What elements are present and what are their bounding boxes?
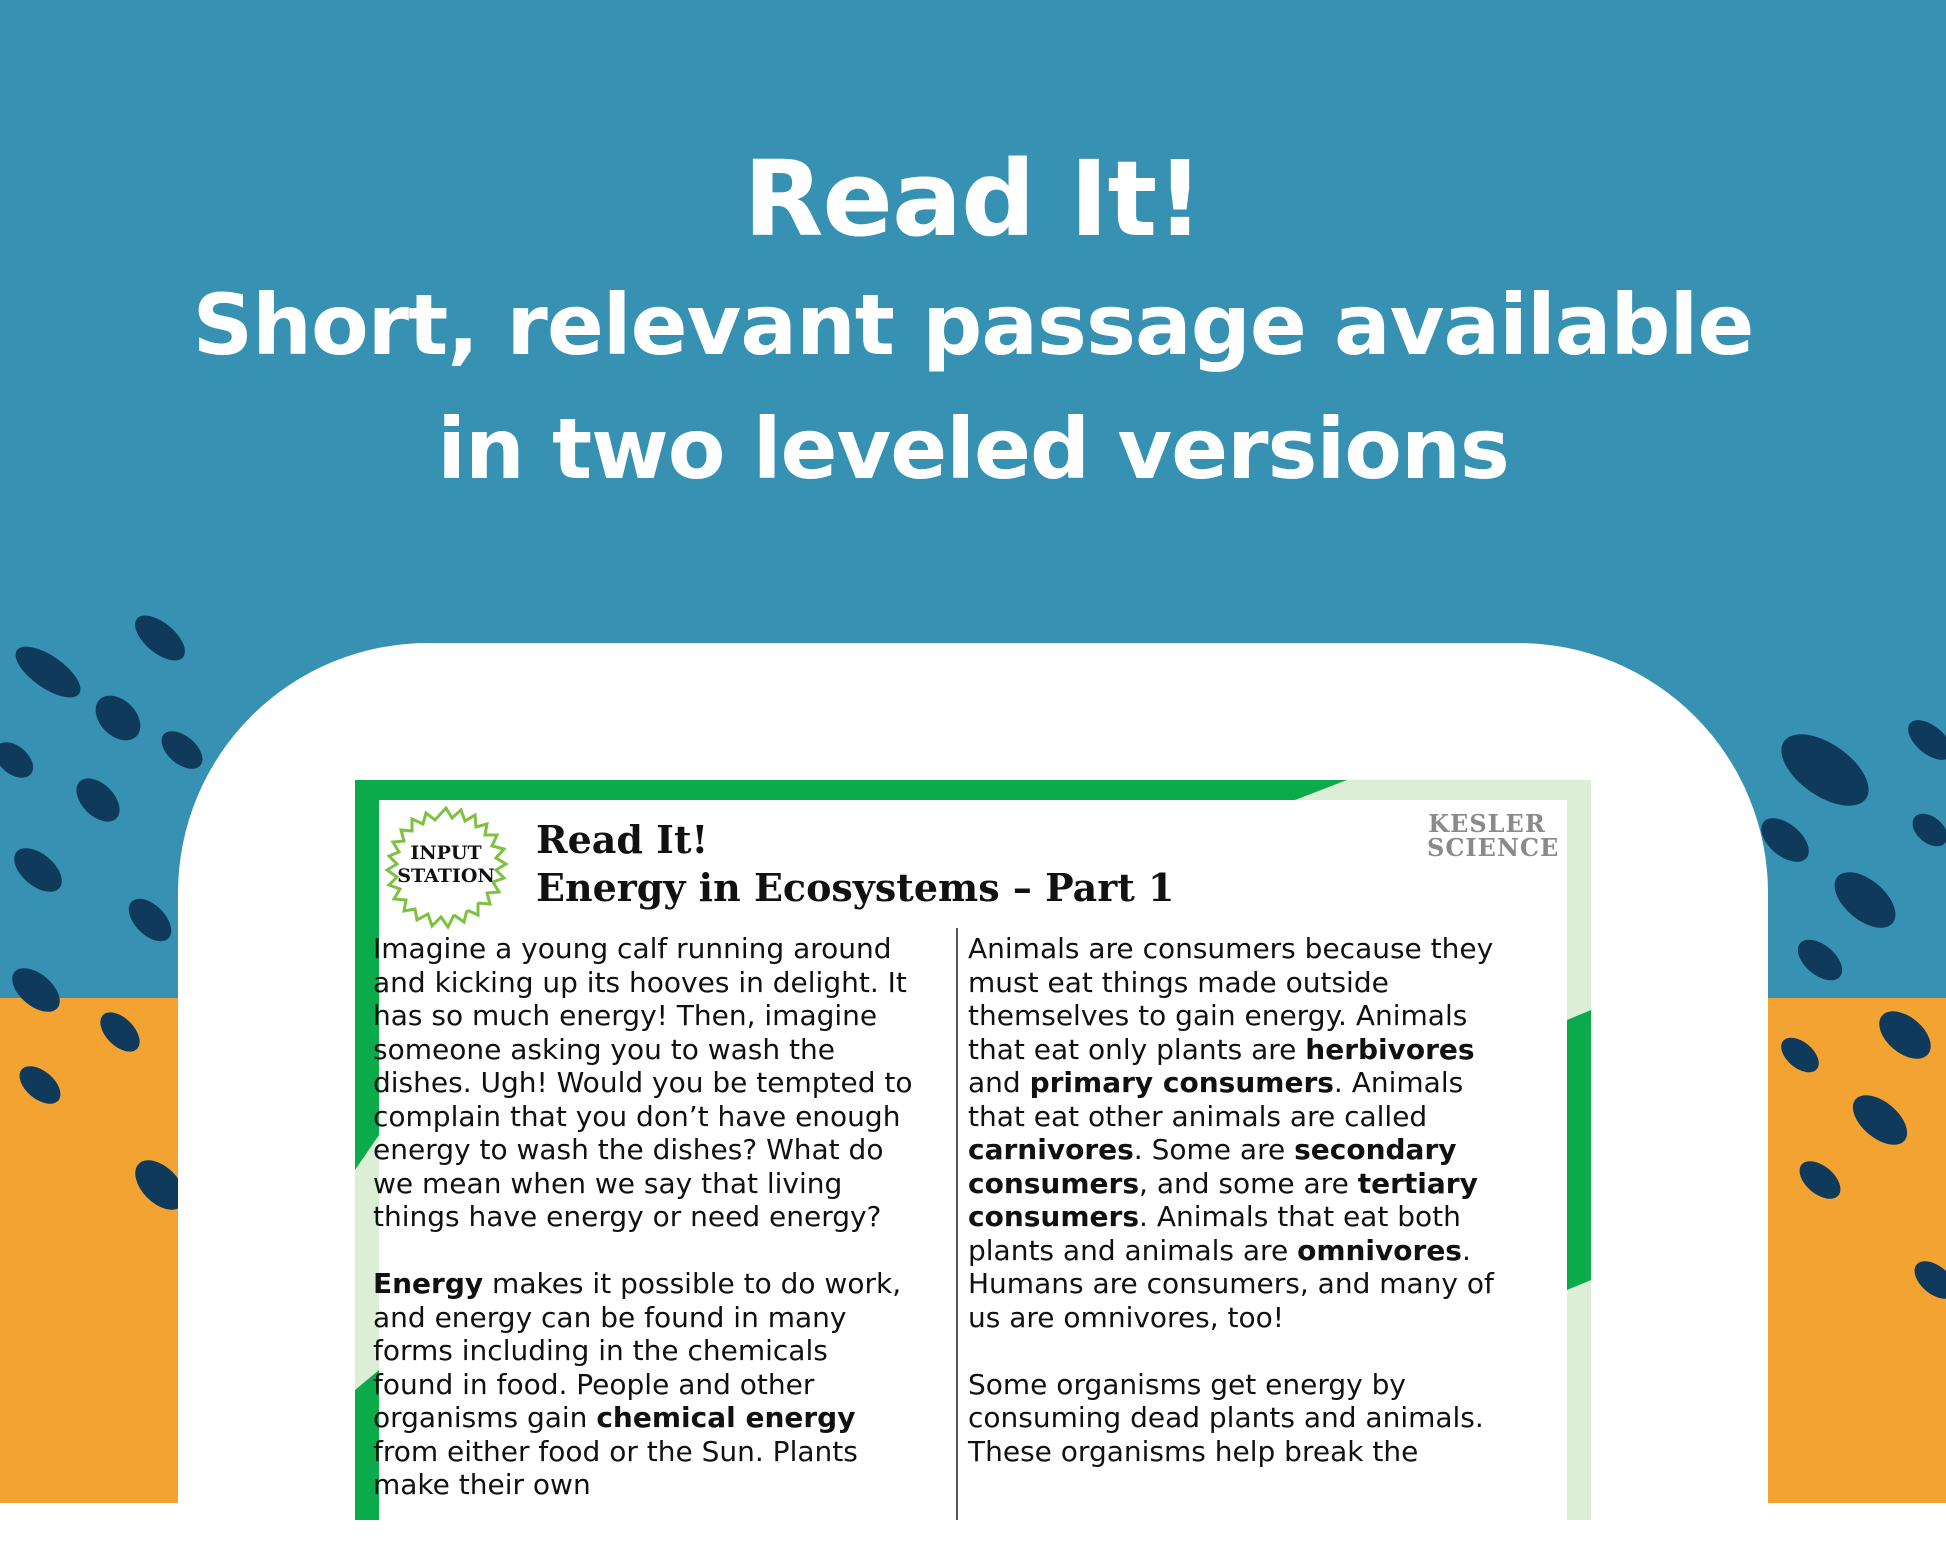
key-term: Energy [373, 1267, 484, 1300]
input-station-badge [383, 806, 509, 932]
key-term: secondary consumers [968, 1133, 1457, 1200]
key-term: primary consumers [1029, 1066, 1334, 1099]
paragraph: Energy makes it possible to do work, and energy can be found in many forms including in the chemicals found in food. People and other organisms gain chemical energy from either food or the Sun. Plants make their own [373, 1267, 902, 1501]
key-term: carnivores [968, 1133, 1134, 1166]
badge-line2: STATION [397, 865, 495, 887]
column-divider [956, 928, 958, 1520]
badge-text [383, 842, 509, 888]
worksheet-title-line2: Energy in Ecosystems – Part 1 [536, 865, 1175, 910]
paragraph: Some organisms get energy by consuming dead plants and animals. These organisms help break the [968, 1367, 1484, 1468]
key-term: chemical energy [596, 1401, 856, 1434]
worksheet-preview [355, 780, 1591, 1520]
headline-subtitle-line1: Short, relevant passage available [192, 276, 1754, 374]
headline-title: Read It! [743, 138, 1203, 260]
worksheet-title-line1: Read It! [536, 817, 709, 862]
headline-subtitle-line2: in two leveled versions [437, 400, 1509, 498]
paragraph: Animals are consumers because they must eat things made outside themselves to gain energy. Animals that eat only plants are herbivores and primary consumers. Animals that eat other animals are called carnivores. Some are secondary consumers, and some are tertiary consumers. Animals that eat both plants and animals are omnivores. Humans are consumers, and many of us are omnivores, too! [968, 932, 1494, 1334]
headline [0, 135, 1946, 511]
kesler-science-logo [1427, 809, 1560, 862]
key-term: omnivores [1297, 1233, 1462, 1267]
key-term: tertiary consumers [968, 1166, 1478, 1233]
worksheet-title [536, 816, 1175, 912]
logo-line2: SCIENCE [1427, 833, 1560, 862]
paragraph: Imagine a young calf running around and kicking up its hooves in delight. It has so much energy! Then, imagine someone asking you to wash the dishes. Ugh! Would you be tempted to complain that you don’t have enough energy to wash the dishes? What do we mean when we say that living things have energy or need energy? [373, 932, 913, 1233]
passage-column-right [968, 932, 1508, 1502]
passage-column-left [373, 932, 913, 1520]
logo-line1: KESLER [1428, 809, 1546, 838]
badge-line1: INPUT [410, 842, 482, 864]
key-term: herbivores [1305, 1032, 1475, 1066]
